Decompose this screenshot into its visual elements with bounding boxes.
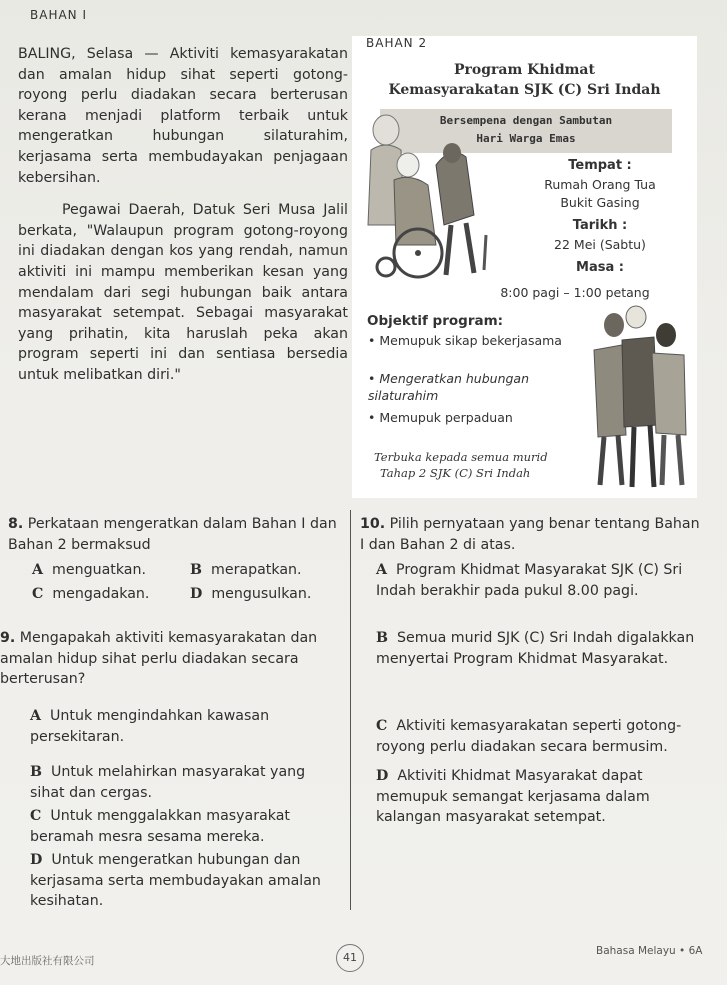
q10-option-a-letter: A [376, 562, 388, 578]
group-illustration [574, 305, 694, 495]
q9-number: 9. [0, 630, 16, 646]
q9-option-d-letter: D [30, 852, 43, 868]
q10-option-c-letter: C [376, 718, 388, 734]
q8-option-b-text: merapatkan. [211, 562, 302, 578]
q9-stem: Mengapakah aktiviti kemasyarakatan dan amalan hidup sihat perlu diadakan secara berterusan? [0, 630, 318, 687]
q8-option-a-letter: A [32, 562, 44, 578]
q10-option-b[interactable] [376, 628, 706, 669]
masa-value: 8:00 pagi – 1:00 petang [500, 285, 650, 300]
masa-label: Masa : [576, 260, 624, 275]
q8-option-c[interactable] [32, 584, 149, 605]
objektif-item-2-text: Mengeratkan hubungan silaturahim [368, 371, 530, 403]
q10-option-a[interactable] [376, 560, 706, 601]
wheelchair-illustration [356, 105, 521, 285]
objektif-title: Objektif program: [367, 313, 504, 329]
q10-option-b-text: Semua murid SJK (C) Sri Indah digalakkan menyertai Program Khidmat Masyarakat. [376, 630, 695, 667]
q9-option-d-text: Untuk mengeratkan hubungan dan kerjasama serta membudayakan amalan kesihatan. [30, 852, 321, 909]
banner-line-1: Bersempena dengan Sambutan [439, 114, 613, 127]
q8-number: 8. [8, 516, 24, 532]
q8-option-b[interactable] [190, 560, 302, 581]
q9-option-a-letter: A [30, 708, 42, 724]
q10-option-d-text: Aktiviti Khidmat Masyarakat dapat memupuk semangat kerjasama dalam kalangan masyarakat setempat. [376, 768, 650, 825]
q10-option-d-letter: D [376, 768, 389, 784]
poster-title-1: Program Khidmat [454, 62, 595, 78]
q8-option-c-letter: C [32, 586, 44, 602]
q8-option-d[interactable] [190, 584, 311, 605]
q8-option-c-text: mengadakan. [52, 586, 150, 602]
question-10 [360, 514, 700, 555]
tempat-label: Tempat : [568, 158, 632, 173]
objektif-item-1-text: Memupuk sikap bekerjasama [379, 333, 562, 348]
q9-option-b[interactable] [30, 762, 342, 803]
tempat-line-2: Bukit Gasing [560, 195, 640, 210]
bahan1-paragraph-1: BALING, Selasa — Aktiviti kemasyarakatan dan amalan hidup sihat seperti gotong-royong perlu diadakan secara berterusan kerana menjadi platform terbaik untuk mengeratkan hubungan silaturahim, kerjasama serta membudayakan penjagaan kebersihan. [18, 46, 348, 186]
poster-closing-1: Terbuka kepada semua murid [374, 450, 548, 464]
poster-title-2: Kemasyarakatan SJK (C) Sri Indah [388, 82, 661, 98]
tarikh-label: Tarikh : [572, 218, 628, 233]
q9-option-b-letter: B [30, 764, 42, 780]
q9-option-b-text: Untuk melahirkan masyarakat yang sihat dan cergas. [30, 764, 306, 801]
objektif-item-3: • Memupuk perpaduan [368, 410, 513, 425]
q8-option-b-letter: B [190, 562, 202, 578]
q10-option-c[interactable] [376, 716, 706, 757]
footer-publisher: 大地出版社有限公司 [0, 955, 95, 967]
bahan2-tag: BAHAN 2 [366, 36, 428, 50]
q10-option-d[interactable] [376, 766, 706, 828]
q9-option-a-text: Untuk mengindahkan kawasan persekitaran. [30, 708, 270, 745]
q9-option-d[interactable] [30, 850, 342, 912]
objektif-item-1: • Memupuk sikap bekerjasama [368, 333, 562, 348]
q8-option-d-text: mengusulkan. [211, 586, 312, 602]
q9-option-c-letter: C [30, 808, 42, 824]
q8-option-a[interactable] [32, 560, 146, 581]
q9-option-c[interactable] [30, 806, 342, 847]
bahan1-tag: BAHAN I [30, 8, 88, 22]
q10-option-b-letter: B [376, 630, 388, 646]
q10-stem: Pilih pernyataan yang benar tentang Bahan I dan Bahan 2 di atas. [360, 516, 700, 553]
question-9 [0, 628, 340, 690]
q9-option-c-text: Untuk menggalakkan masyarakat beramah mesra sesama mereka. [30, 808, 290, 845]
bahan1-article [18, 44, 348, 398]
question-8 [8, 514, 343, 555]
banner-line-2: Hari Warga Emas [476, 132, 576, 145]
column-divider [350, 510, 351, 910]
q10-option-c-text: Aktiviti kemasyarakatan seperti gotong-royong perlu diadakan secara bermusim. [376, 718, 682, 755]
footer-subject: Bahasa Melayu • 6A [596, 945, 703, 957]
bahan1-paragraph-2: Pegawai Daerah, Datuk Seri Musa Jalil berkata, "Walaupun program gotong-royong ini diadakan dengan kos yang rendah, namun aktiviti ini mampu memberikan kesan yang mendalam dari segi hubungan baik antara masyarakat setempat. Sebagai masyarakat yang prihatin, kita haruslah peka akan program seperti ini dan sentiasa bersedia untuk melibatkan diri." [18, 202, 348, 383]
objektif-item-3-text: Memupuk perpaduan [379, 410, 513, 425]
tarikh-value: 22 Mei (Sabtu) [554, 237, 646, 252]
tempat-line-1: Rumah Orang Tua [544, 177, 656, 192]
q10-number: 10. [360, 516, 386, 532]
q8-option-d-letter: D [190, 586, 203, 602]
q10-option-a-text: Program Khidmat Masyarakat SJK (C) Sri Indah berakhir pada pukul 8.00 pagi. [376, 562, 683, 599]
q8-option-a-text: menguatkan. [52, 562, 147, 578]
q8-stem: Perkataan mengeratkan dalam Bahan I dan Bahan 2 bermaksud [8, 516, 337, 553]
page-number: 41 [336, 944, 364, 972]
q9-option-a[interactable] [30, 706, 342, 747]
poster-closing-2: Tahap 2 SJK (C) Sri Indah [380, 466, 531, 480]
objektif-item-2: • Mengeratkan hubungan silaturahim [368, 371, 530, 403]
